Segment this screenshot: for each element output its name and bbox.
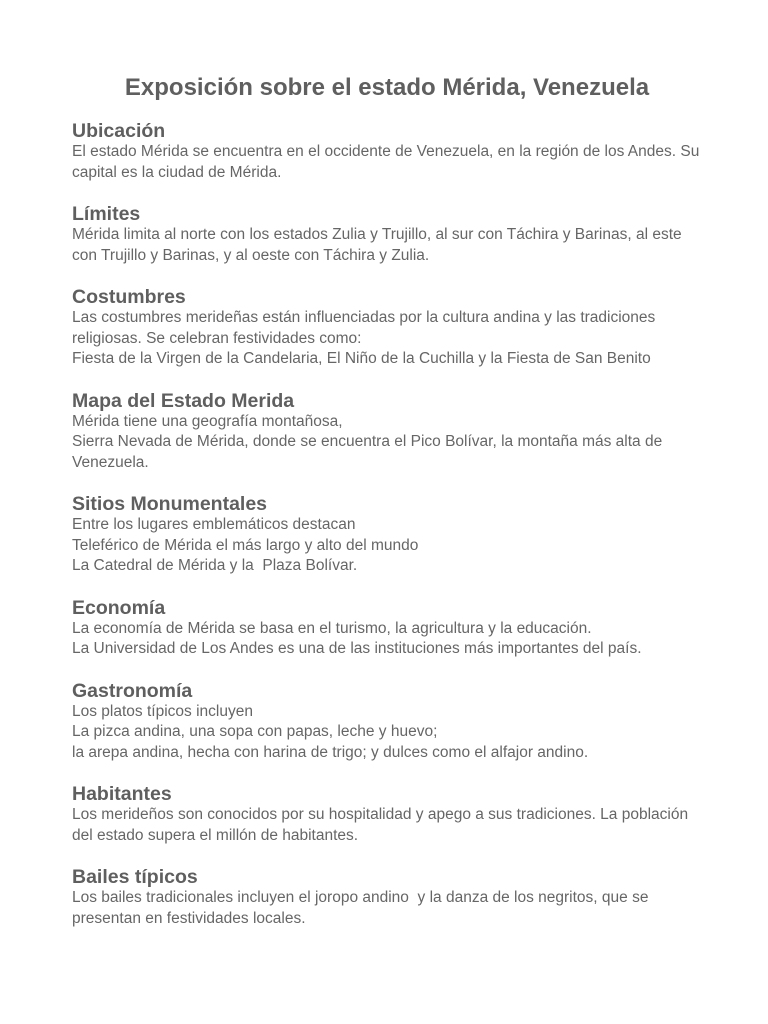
section-text: Entre los lugares emblemáticos destacan [72, 516, 356, 533]
section-gastronomia [72, 680, 702, 764]
section-heading: Límites [72, 203, 141, 225]
section-mapa [72, 390, 702, 474]
section-text: la arepa andina, hecha con harina de trigo; y dulces como el alfajor andino. [72, 743, 589, 761]
section-habitantes [72, 783, 702, 846]
section-text: Los platos típicos incluyen [72, 702, 253, 720]
section-text: Teleférico de Mérida el más largo y alto del mundo [72, 536, 419, 554]
section-bailes-tipicos [72, 866, 702, 929]
document-title: Exposición sobre el estado Mérida, Venezuela [124, 74, 650, 101]
section-text: La Universidad de Los Andes es una de las instituciones más importantes del país. [72, 640, 642, 657]
section-costumbres [72, 286, 702, 370]
section-heading: Costumbres [72, 286, 186, 308]
section-heading: Ubicación [72, 120, 166, 142]
section-text: Los merideños son conocidos por su hospitalidad y apego a sus tradiciones. La población del estado supera el millón de habitantes. [72, 806, 693, 844]
section-text: La Catedral de Mérida y la Plaza Bolívar. [72, 557, 358, 574]
section-heading: Habitantes [72, 783, 172, 805]
section-ubicacion [72, 120, 702, 183]
section-text: Fiesta de la Virgen de la Candelaria, El Niño de la Cuchilla y la Fiesta de San Benito [72, 350, 651, 367]
document-page [72, 72, 702, 949]
section-heading: Sitios Monumentales [72, 493, 268, 515]
section-text: Las costumbres merideñas están influenciadas por la cultura andina y las tradiciones religiosas. Se celebran festividades como: [72, 309, 660, 347]
section-sitios-monumentales [72, 493, 702, 577]
section-heading: Economía [72, 596, 166, 619]
section-heading: Gastronomía [72, 679, 193, 702]
section-limites [72, 203, 702, 266]
section-text: Mérida limita al norte con los estados Zulia y Trujillo, al sur con Táchira y Barinas, al este con Trujillo y Barinas, y al oeste con Táchira y Zulia. [72, 226, 686, 264]
section-text: La economía de Mérida se basa en el turismo, la agricultura y la educación. [72, 619, 592, 637]
section-text: Mérida tiene una geografía montañosa, [72, 412, 343, 430]
section-text: Sierra Nevada de Mérida, donde se encuentra el Pico Bolívar, la montaña más alta de Venezuela. [72, 433, 667, 471]
section-heading: Mapa del Estado Merida [72, 389, 295, 412]
section-heading: Bailes típicos [72, 866, 198, 888]
section-text: Los bailes tradicionales incluyen el joropo andino y la danza de los negritos, que se presentan en festividades locales. [72, 889, 653, 927]
section-economia [72, 597, 702, 660]
section-text: La pizca andina, una sopa con papas, leche y huevo; [72, 723, 438, 740]
section-text: El estado Mérida se encuentra en el occidente de Venezuela, en la región de los Andes. Su capital es la ciudad de Mérida. [72, 143, 704, 181]
